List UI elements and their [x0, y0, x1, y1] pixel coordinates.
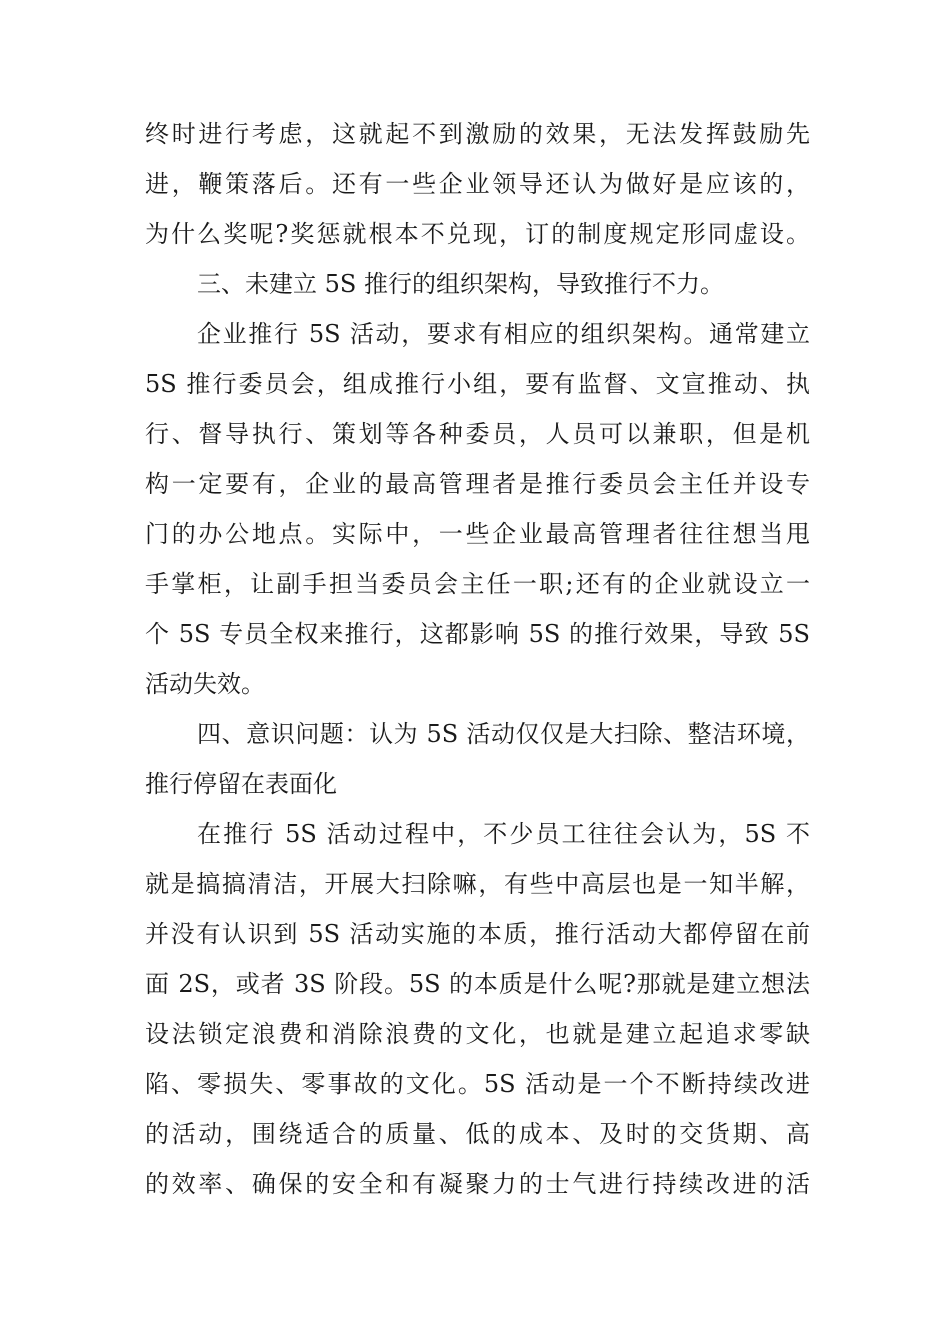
section-heading: 四、意识问题：认为 5S 活动仅仅是大扫除、整洁环境，	[197, 720, 810, 748]
text-line: 并没有认识到 5S 活动实施的本质，推行活动大都停留在前	[145, 920, 810, 948]
text-line: 设法锁定浪费和消除浪费的文化，也就是建立起追求零缺	[145, 1020, 810, 1048]
text-line: 为什么奖呢?奖惩就根本不兑现，订的制度规定形同虚设。	[145, 220, 810, 248]
text-line: 就是搞搞清洁，开展大扫除嘛，有些中高层也是一知半解，	[145, 870, 810, 898]
section-heading: 三、未建立 5S 推行的组织架构，导致推行不力。	[197, 270, 724, 298]
text-line: 5S 推行委员会，组成推行小组，要有监督、文宣推动、执	[145, 370, 810, 398]
text-line: 陷、零损失、零事故的文化。5S 活动是一个不断持续改进	[145, 1070, 810, 1098]
section-heading-continued: 推行停留在表面化	[145, 770, 337, 798]
text-line: 门的办公地点。实际中，一些企业最高管理者往往想当甩	[145, 520, 810, 548]
text-line: 构一定要有，企业的最高管理者是推行委员会主任并设专	[145, 470, 810, 498]
text-line: 手掌柜，让副手担当委员会主任一职;还有的企业就设立一	[145, 570, 810, 598]
text-line: 活动失效。	[145, 670, 265, 698]
text-line: 终时进行考虑，这就起不到激励的效果，无法发挥鼓励先	[145, 120, 810, 148]
paragraph-first-line: 在推行 5S 活动过程中，不少员工往往会认为，5S 不	[197, 820, 810, 848]
text-line: 面 2S，或者 3S 阶段。5S 的本质是什么呢?那就是建立想法	[145, 970, 810, 998]
document-page	[145, 109, 810, 1209]
text-line: 进，鞭策落后。还有一些企业领导还认为做好是应该的，	[145, 170, 810, 198]
text-line: 个 5S 专员全权来推行，这都影响 5S 的推行效果，导致 5S	[145, 620, 810, 648]
paragraph-first-line: 企业推行 5S 活动，要求有相应的组织架构。通常建立	[197, 320, 810, 348]
text-line: 的效率、确保的安全和有凝聚力的士气进行持续改进的活	[145, 1170, 810, 1198]
text-line: 行、督导执行、策划等各种委员，人员可以兼职，但是机	[145, 420, 810, 448]
text-line: 的活动，围绕适合的质量、低的成本、及时的交货期、高	[145, 1120, 810, 1148]
